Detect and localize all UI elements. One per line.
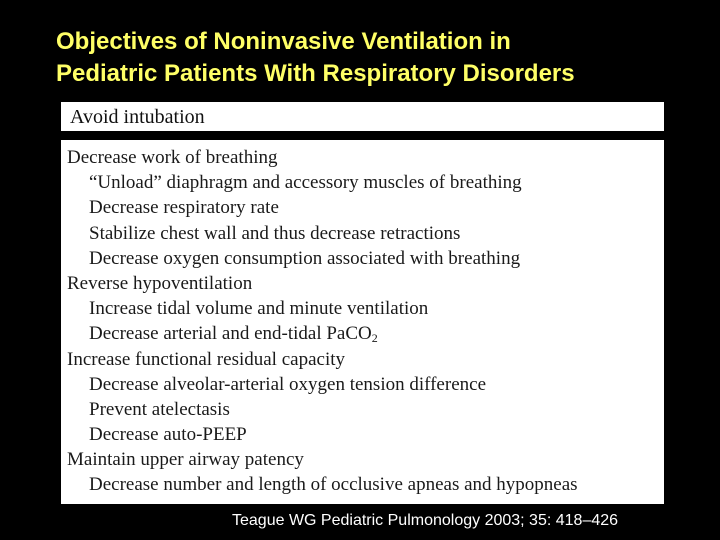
slide-title-line-2: Pediatric Patients With Respiratory Disorders — [56, 60, 575, 87]
list-item-text: Increase tidal volume and minute ventilation — [89, 298, 429, 320]
slide-title — [56, 26, 696, 90]
list-subitem — [67, 195, 578, 220]
slide-title-line-1: Objectives of Noninvasive Ventilation in — [56, 28, 511, 55]
header-box-text: Avoid intubation — [70, 106, 205, 128]
list-subitem — [67, 170, 578, 195]
list-subitem — [67, 397, 578, 422]
list-subitem — [67, 321, 578, 346]
list-item — [67, 271, 578, 296]
list-subitem — [67, 296, 578, 321]
list-item-text: Stabilize chest wall and thus decrease retractions — [89, 222, 461, 244]
list-item-text: Prevent atelectasis — [89, 398, 230, 420]
list-subitem — [67, 246, 578, 271]
list-subitem — [67, 472, 578, 497]
list-item-text: Decrease auto-PEEP — [89, 424, 247, 446]
header-box — [61, 102, 664, 131]
list-item-text: Reverse hypoventilation — [67, 272, 253, 294]
list-item-text: Increase functional residual capacity — [67, 348, 345, 370]
list-item-text: Decrease oxygen consumption associated with breathing — [89, 247, 521, 269]
list-subitem — [67, 422, 578, 447]
objectives-list — [67, 145, 578, 498]
list-item — [67, 347, 578, 372]
citation: Teague WG Pediatric Pulmonology 2003; 35: 418–426 — [232, 512, 619, 529]
list-item-text: Decrease arterial and end-tidal PaCO — [89, 323, 372, 345]
objectives-box — [61, 140, 664, 504]
list-subitem — [67, 372, 578, 397]
list-item — [67, 447, 578, 472]
list-item-text: Decrease number and length of occlusive apneas and hypopneas — [89, 474, 578, 496]
subscript: 2 — [371, 331, 378, 346]
list-subitem — [67, 221, 578, 246]
list-item-text: Decrease alveolar-arterial oxygen tension difference — [89, 373, 486, 395]
list-item-text: Decrease respiratory rate — [89, 197, 279, 219]
list-item-text: Decrease work of breathing — [67, 147, 278, 168]
list-item — [67, 145, 578, 170]
list-item-text: “Unload” diaphragm and accessory muscles of breathing — [89, 172, 522, 194]
list-item-text: Maintain upper airway patency — [67, 449, 304, 471]
